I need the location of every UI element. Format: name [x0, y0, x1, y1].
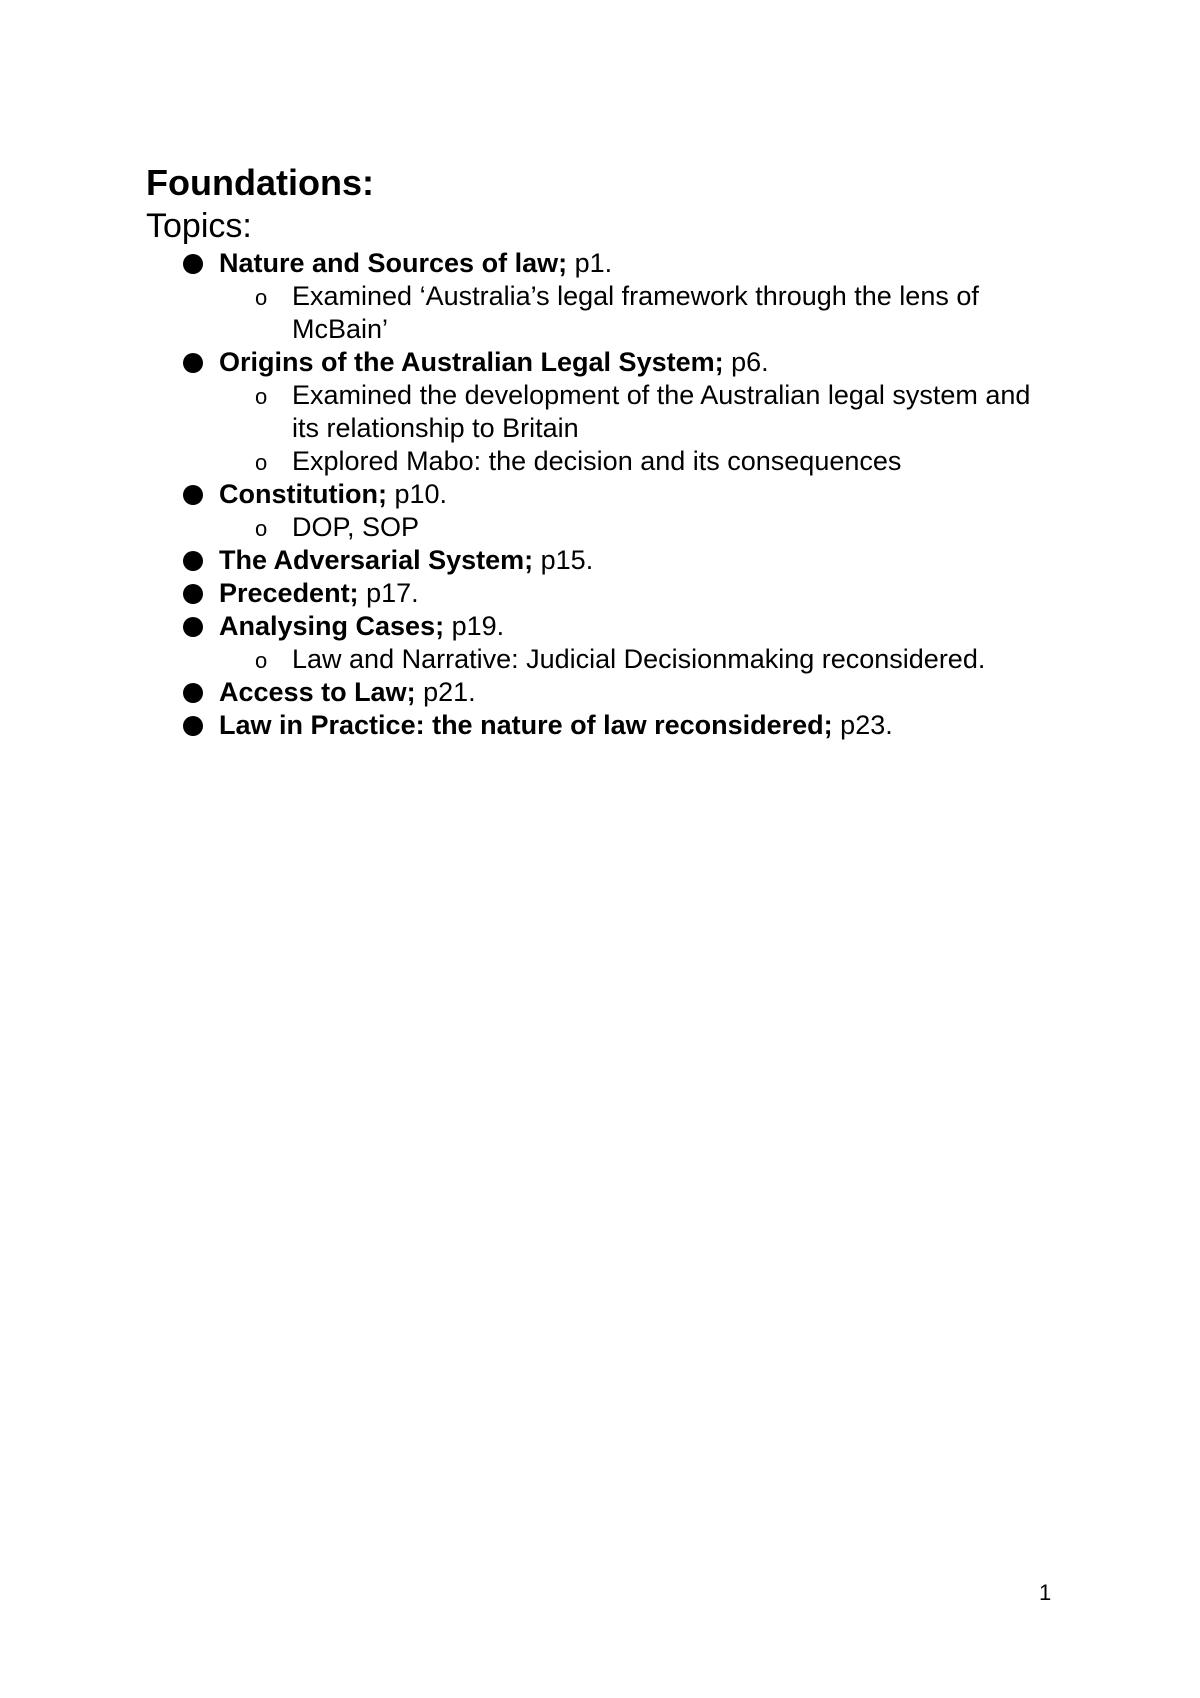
bullet-icon: [183, 551, 203, 571]
topic-item: [0, 709, 1200, 742]
circle-marker-icon: o: [255, 450, 268, 475]
topic-item: [0, 577, 1200, 610]
topic-text: [219, 346, 769, 379]
topic-note: [0, 280, 1200, 346]
topic-title: Nature and Sources of law;: [219, 248, 568, 278]
document-heading: Foundations:: [146, 162, 374, 203]
topic-note-text: Examined ‘Australia’s legal framework through the lens of McBain’: [292, 281, 979, 344]
topic-note: [0, 379, 1200, 445]
bullet-icon: [183, 353, 203, 373]
topic-page-ref: p23.: [832, 710, 893, 740]
bullet-icon: [183, 485, 203, 505]
topic-note: [0, 445, 1200, 478]
topic-page-ref: p15.: [533, 545, 594, 575]
topic-item: [0, 247, 1200, 280]
topic-page-ref: p21.: [415, 677, 476, 707]
topic-page-ref: p6.: [723, 347, 769, 377]
topic-note-text: DOP, SOP: [292, 512, 420, 542]
topic-item: [0, 610, 1200, 643]
topic-title: Origins of the Australian Legal System;: [219, 347, 724, 377]
circle-marker-icon: o: [255, 285, 268, 310]
bullet-icon: [183, 716, 203, 736]
topic-note-text: Law and Narrative: Judicial Decisionmaking reconsidered.: [292, 644, 986, 674]
topic-text: [219, 544, 593, 577]
topic-note-text: Explored Mabo: the decision and its consequences: [292, 446, 902, 476]
topic-title: The Adversarial System;: [219, 545, 534, 575]
topic-title: Law in Practice: the nature of law reconsidered;: [219, 710, 833, 740]
topic-item: [0, 544, 1200, 577]
topic-item: [0, 346, 1200, 379]
topic-text: [219, 577, 419, 610]
topics-subheading: Topics:: [146, 207, 252, 245]
topic-item: [0, 478, 1200, 511]
bullet-icon: [183, 584, 203, 604]
topic-title: Access to Law;: [219, 677, 416, 707]
bullet-icon: [183, 254, 203, 274]
topic-text: [219, 478, 447, 511]
topics-list: [0, 247, 1200, 742]
bullet-icon: [183, 683, 203, 703]
topic-text: [219, 247, 612, 280]
topic-text: [219, 709, 893, 742]
topic-item: [0, 676, 1200, 709]
page-number: 1: [1039, 1580, 1052, 1605]
topic-note: [0, 643, 1200, 676]
topic-page-ref: p10.: [386, 479, 448, 509]
topic-note: [0, 511, 1200, 544]
bullet-icon: [183, 617, 203, 637]
circle-marker-icon: o: [255, 516, 268, 541]
circle-marker-icon: o: [255, 648, 268, 673]
topic-note-text: Examined the development of the Australian legal system and its relationship to Britain: [292, 380, 1031, 443]
topic-title: Analysing Cases;: [219, 611, 445, 641]
topic-title: Precedent;: [219, 578, 359, 608]
topic-page-ref: p19.: [444, 611, 505, 641]
topic-page-ref: p17.: [358, 578, 419, 608]
topic-text: [219, 610, 504, 643]
topic-title: Constitution;: [219, 479, 387, 509]
topic-page-ref: p1.: [567, 248, 613, 278]
circle-marker-icon: o: [255, 384, 268, 409]
topic-text: [219, 676, 476, 709]
